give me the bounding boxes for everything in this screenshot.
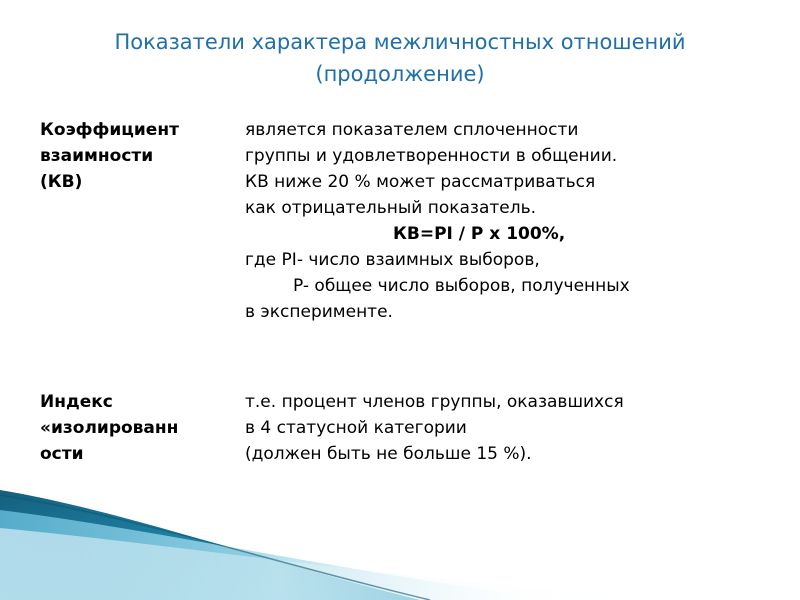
term-line: «изолированн (40, 418, 179, 438)
title-line-1: Показатели характера межличностных отношений (114, 30, 686, 54)
slide-title (0, 26, 800, 90)
description-line: как отрицательный показатель. (245, 198, 537, 218)
description-line: т.е. процент членов группы, оказавшихся (245, 392, 624, 412)
description-line: в 4 статусной категории (245, 418, 467, 438)
term-reciprocity-coefficient (40, 117, 230, 195)
description-line: КВ ниже 20 % может рассматриваться (245, 172, 596, 192)
formula: КВ=PI / P х 100%, (393, 224, 566, 244)
decorative-wave-background (0, 490, 800, 600)
description-isolation-index (245, 389, 765, 467)
term-line: ости (40, 444, 84, 464)
description-line: группы и удовлетворенности в общении. (245, 146, 618, 166)
description-reciprocity-coefficient (245, 117, 765, 325)
term-line: взаимности (40, 146, 154, 166)
description-line: является показателем сплоченности (245, 120, 579, 140)
term-isolation-index (40, 389, 230, 467)
formula-explanation: где PI- число взаимных выборов, (245, 250, 540, 270)
title-line-2: (продолжение) (315, 62, 485, 86)
term-line: (КВ) (40, 172, 83, 192)
formula-explanation: в эксперименте. (245, 302, 393, 322)
description-line: (должен быть не больше 15 %). (245, 444, 532, 464)
term-line: Коэффициент (40, 120, 179, 140)
term-line: Индекс (40, 392, 113, 412)
formula-explanation: P- общее число выборов, полученных (293, 276, 630, 296)
